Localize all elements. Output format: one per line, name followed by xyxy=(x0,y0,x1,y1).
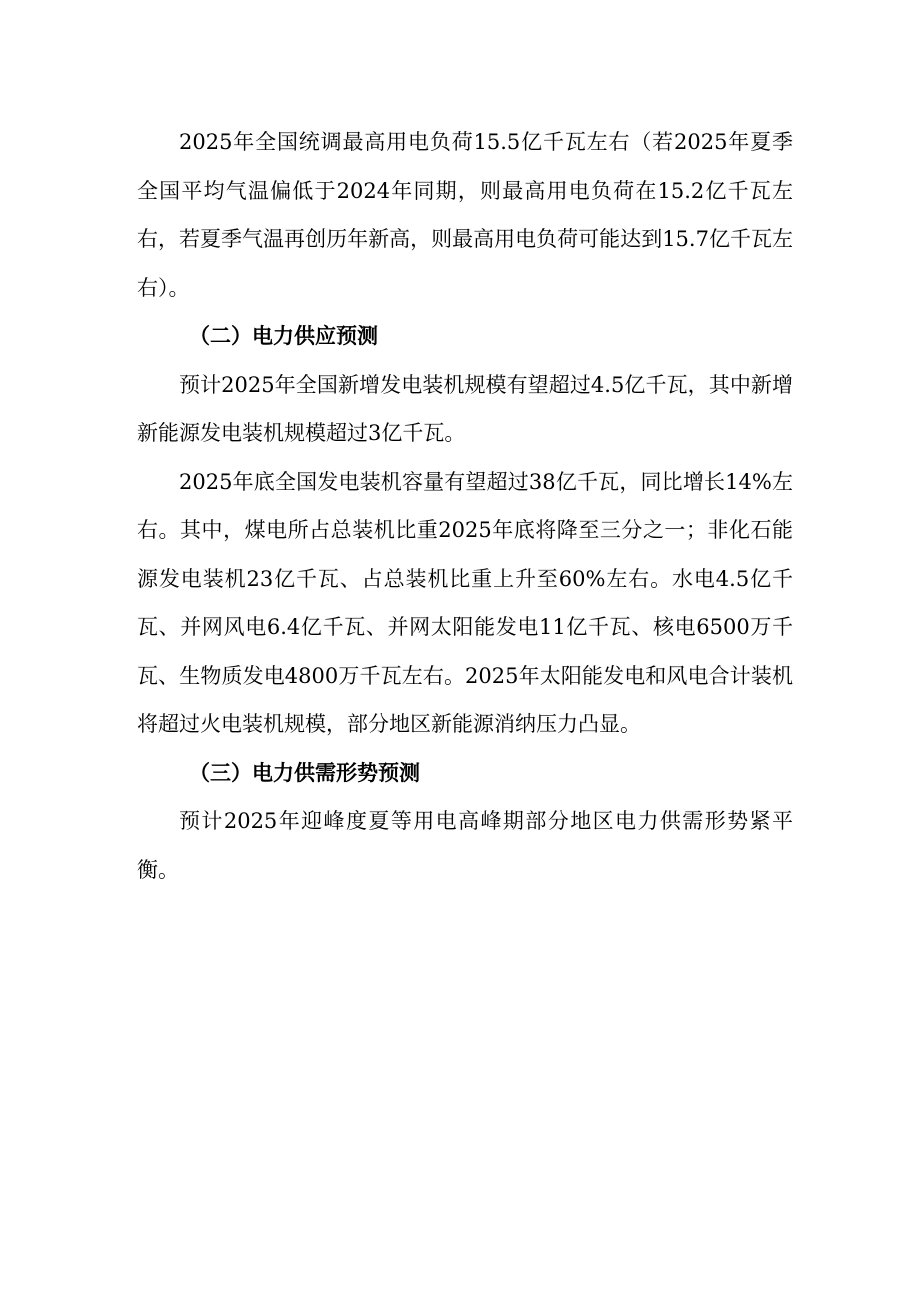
paragraph-load-forecast: 2025年全国统调最高用电负荷15.5亿千瓦左右（若2025年夏季全国平均气温偏低于2024年同期，则最高用电负荷在15.2亿千瓦左右，若夏季气温再创历年新高，则最高用电负荷可能达到15.7亿千瓦左右）。 xyxy=(137,130,793,300)
heading-supply-demand-forecast: （三）电力供需形势预测 xyxy=(189,760,420,785)
heading-supply-forecast: （二）电力供应预测 xyxy=(189,324,378,348)
paragraph-supply-demand: 预计2025年迎峰度夏等用电高峰期部分地区电力供需形势紧平衡。 xyxy=(137,809,793,882)
paragraph-installed-capacity: 2025年底全国发电装机容量有望超过38亿千瓦，同比增长14%左右。其中，煤电所占总装机比重2025年底将降至三分之一；非化石能源发电装机23亿千瓦、占总装机比重上升至60%左右。水电4.5亿千瓦、并网风电6.4亿千瓦、并网太阳能发电11亿千瓦、核电6500万千瓦、生物质发电4800万千瓦左右。2025年太阳能发电和风电合计装机将超过火电装机规模，部分地区新能源消纳压力凸显。 xyxy=(137,469,793,736)
paragraph-new-capacity: 预计2025年全国新增发电装机规模有望超过4.5亿千瓦，其中新增新能源发电装机规模超过3亿千瓦。 xyxy=(137,372,793,445)
document-body xyxy=(137,118,793,894)
